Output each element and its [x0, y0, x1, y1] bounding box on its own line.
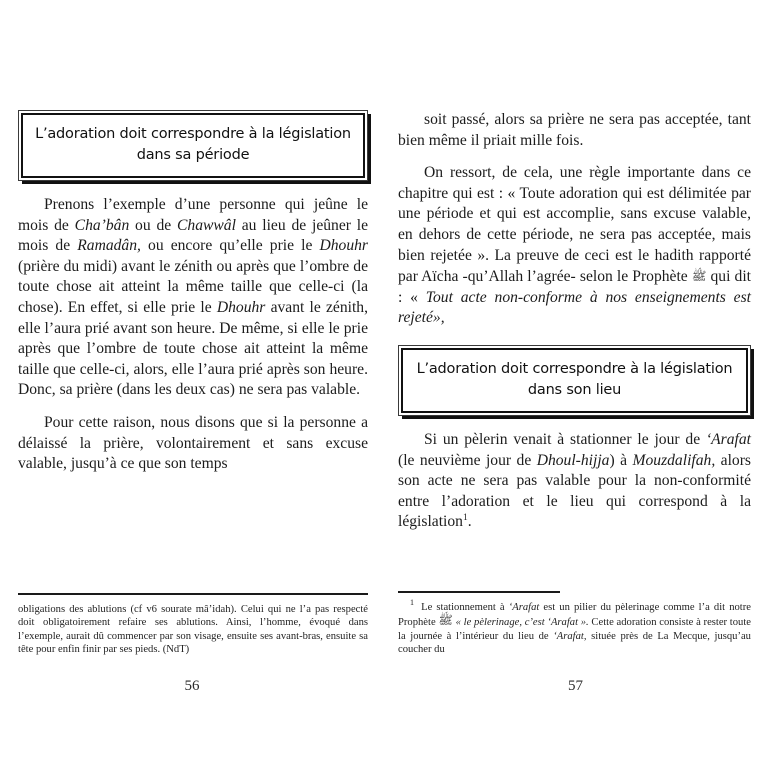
footnote-number: 1: [410, 598, 414, 608]
page-right: [384, 0, 767, 767]
text-run: On ressort, de cela, une règle importante dans ce chapitre qui est : « Toute adoration qui est délimitée par une période et qui est accomplie, sans excuse valable, en dehors de cette période, ne sera pas acceptée, mais bien rejetée ». La preuve de ceci est le hadith rapporté par Aïcha -qu’Allah l’agrée- selon le Prophète: [398, 164, 751, 286]
paragraph: [398, 110, 751, 151]
footnote-text: [398, 598, 751, 657]
text-run-italic: Ramadân,: [77, 237, 141, 255]
text-run-italic: Mouzdalifah,: [632, 451, 716, 469]
text-run: ) à: [609, 451, 633, 469]
text-run: qui dit : «: [398, 268, 751, 306]
text-run-italic: Dhouhr: [319, 237, 368, 255]
page-number-right: 57: [568, 678, 583, 694]
paragraph: [398, 163, 751, 329]
text-run: située près de La Mecque, jusqu’au coucher du: [398, 630, 751, 656]
text-run: soit passé, alors sa prière ne sera pas acceptée, tant bien même il priait mille fois.: [398, 111, 751, 149]
section-heading-line-1: L’adoration doit correspondre à la législation: [35, 126, 351, 142]
text-run: Le stationnement à: [417, 601, 509, 613]
page-left-body: [18, 195, 368, 615]
text-run-italic: Dhoul-hijja: [536, 451, 610, 469]
text-run-italic: Cha’bân: [74, 216, 130, 234]
text-run: ou de: [129, 216, 177, 234]
text-run: (prière du midi) avant le zénith ou après que l’ombre de toute chose ait atteint la même taille que celle-ci (la chose). En effet, si elle prie le: [18, 257, 368, 316]
footnote-separator-rule: [18, 593, 368, 595]
footnote-reference-marker: 1: [462, 513, 468, 524]
paragraph: [18, 413, 368, 475]
text-run: Prenons l’exemple d’une personne qui jeûne le mois de: [18, 196, 368, 234]
footnote-text: obligations des ablutions (cf v6 sourate mâ’idah). Celui qui ne l’a pas respecté doit obligatoirement refaire ses ablutions. Ainsi, l’homme, évoqué dans l’exemple, aurait dû commencer par son visage, ensuite ses avant-bras, ensuite sa tête pour enfin finir par ses pieds. (NdT): [18, 603, 368, 656]
text-run: .: [467, 513, 472, 531]
text-run-italic: ‘Arafat: [705, 430, 751, 448]
section-heading-line-2: dans son lieu: [527, 381, 622, 398]
paragraph: [398, 430, 751, 533]
footnote-area-left: [0, 593, 384, 657]
section-heading-inner-right: [401, 348, 748, 413]
footnote-area-right: [384, 591, 767, 657]
section-heading-inner-left: [21, 113, 365, 178]
page-right-body-bottom: [398, 430, 751, 533]
page-right-body-top: [398, 110, 751, 329]
text-run: Si un pèlerin venait à stationner le jour de: [424, 430, 706, 448]
footnote-quote: « le pèlerinage, c’est ‘Arafat ».: [452, 617, 589, 629]
text-run: avant le zénith, elle l’aura prié avant son heure. De même, si elle le prie après que l’ombre de toute chose ait atteint la même taille que celle-ci, alors, elle l’aura prié après son heure. Donc, sa prière (dans les deux cas) ne sera pas valable.: [18, 299, 368, 399]
text-run-italic: Dhouhr: [216, 299, 266, 316]
paragraph: [18, 195, 368, 401]
section-heading-line-2: dans sa période: [136, 147, 250, 164]
text-run: au lieu de jeûner le mois de: [18, 216, 369, 255]
text-run-italic: ‘Arafat,: [553, 630, 587, 642]
text-run: Cette adoration consiste à rester toute la journée à l’intérieur du lieu de: [398, 617, 751, 642]
section-heading-box-left: [18, 110, 368, 181]
text-run: (le neuvième jour de: [398, 451, 537, 469]
section-heading-line-1: L’adoration doit correspondre à la législation: [416, 360, 733, 377]
sallallahu-alayhi-wasallam-glyph: ﷺ: [691, 269, 707, 284]
text-run-italic: ‘Arafat: [508, 601, 540, 613]
sallallahu-alayhi-wasallam-glyph: ﷺ: [438, 613, 453, 628]
page-number-left: 56: [184, 678, 200, 694]
text-run-italic: Chawwâl: [177, 216, 236, 234]
text-run-italic: Tout acte non-conforme à nos enseignements est rejeté»,: [398, 288, 751, 327]
text-run: est un pilier du pèlerinage comme l’a dit notre Prophète: [398, 601, 751, 629]
text-run: Pour cette raison, nous disons que si la personne a délaissé la prière, volontairement et sans excuse valable, jusqu’à ce que son temps: [18, 413, 368, 473]
text-run: alors son acte ne sera pas valable pour la non-conformité entre l’adoration et le lieu qui correspond à la législation: [398, 451, 751, 531]
text-run: ou encore qu’elle prie le: [140, 237, 320, 255]
footnote-separator-rule: [398, 591, 560, 593]
section-heading-box-right: [398, 345, 751, 416]
